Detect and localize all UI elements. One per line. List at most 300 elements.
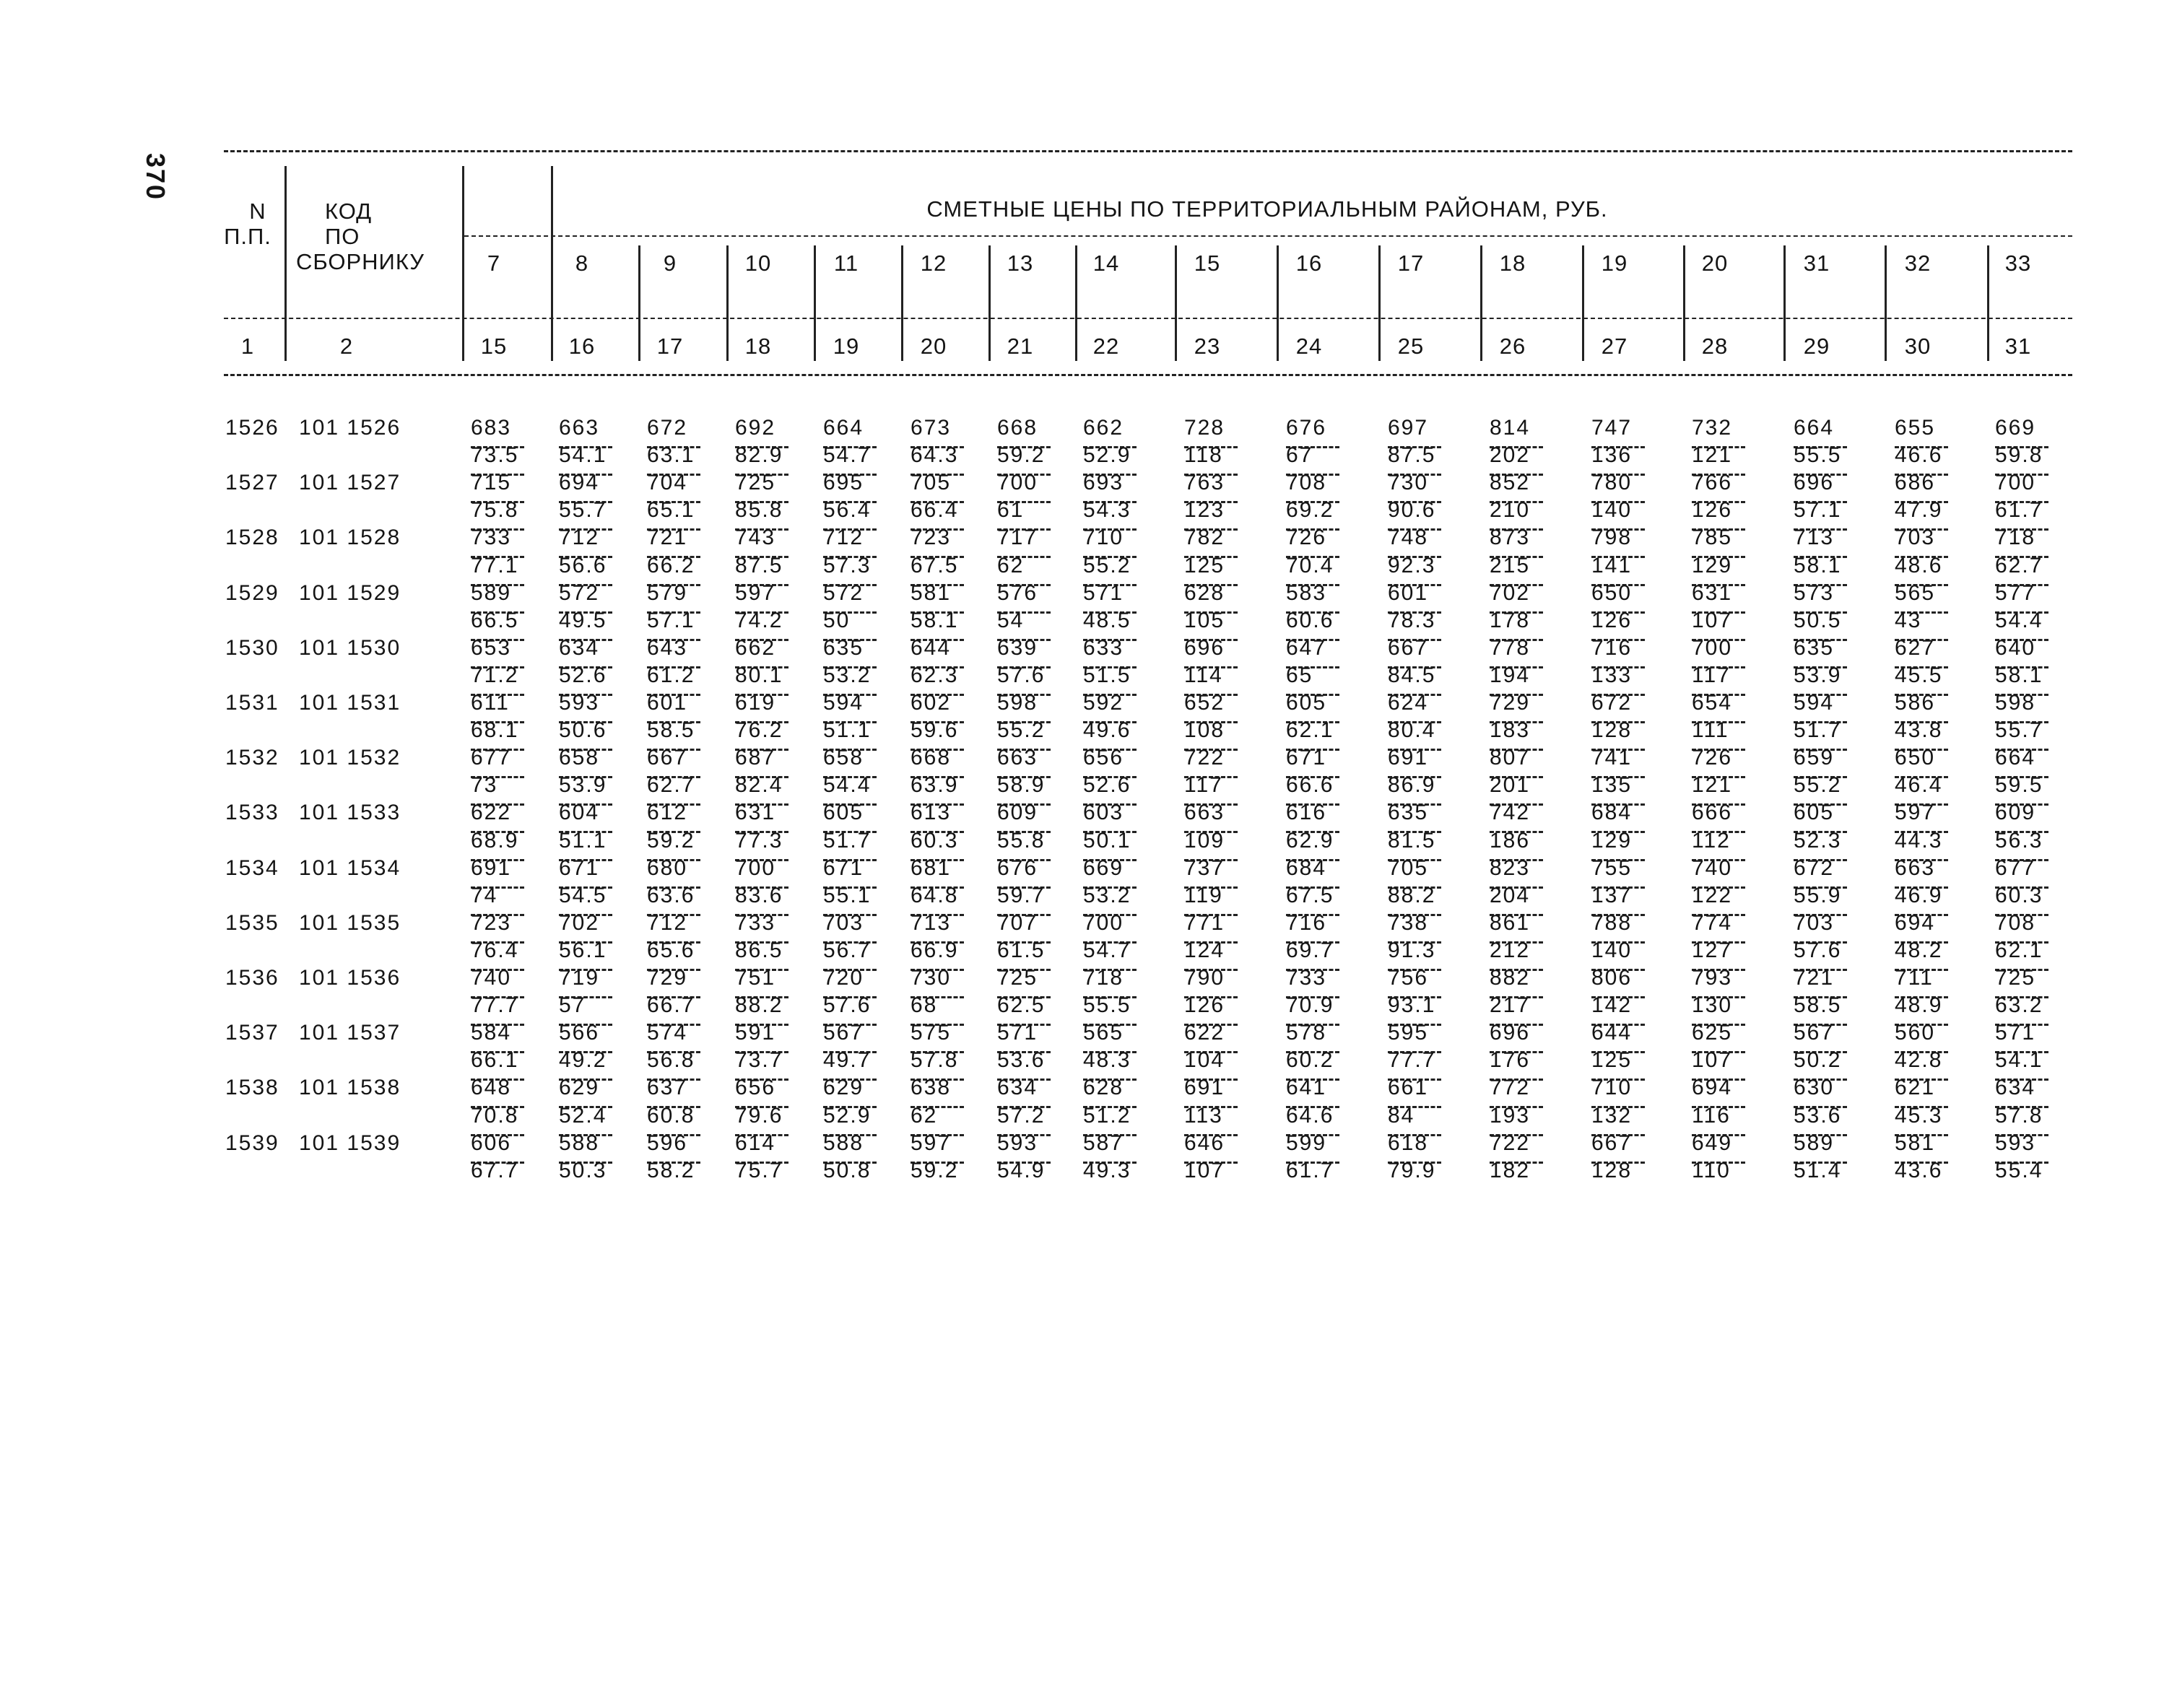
price-value: 694	[559, 471, 600, 494]
price-value: 700	[997, 471, 1038, 494]
price-value: 58.1	[1995, 663, 2043, 687]
price-value: 637	[647, 1076, 688, 1099]
price-value: 732	[1692, 416, 1733, 440]
price-value: 653	[471, 636, 512, 660]
price-value: 603	[1083, 801, 1124, 824]
price-value: 684	[1591, 801, 1633, 824]
price-value: 57.6	[997, 663, 1046, 687]
price-value: 589	[471, 581, 512, 605]
price-value: 705	[911, 471, 952, 494]
price-value: 747	[1591, 416, 1633, 440]
price-value: 215	[1490, 554, 1531, 578]
price-value: 76.2	[735, 718, 783, 742]
row-code: 101 1537	[299, 1021, 401, 1045]
price-value: 672	[1794, 856, 1835, 880]
price-value: 122	[1692, 884, 1733, 907]
price-value: 641	[1286, 1076, 1327, 1099]
price-value: 740	[1692, 856, 1733, 880]
price-value: 73.7	[735, 1048, 783, 1072]
price-value: 56.7	[823, 938, 872, 962]
column-number: 16	[568, 334, 596, 359]
price-value: 59.2	[647, 829, 695, 853]
price-value: 70.4	[1286, 554, 1334, 578]
price-value: 118	[1184, 443, 1223, 467]
district-header: 18	[1499, 250, 1526, 276]
price-value: 60.6	[1286, 609, 1334, 632]
price-value: 45.3	[1895, 1104, 1943, 1128]
price-value: 92.3	[1388, 554, 1436, 578]
price-value: 142	[1591, 993, 1633, 1017]
price-value: 599	[1286, 1131, 1327, 1155]
price-value: 91.3	[1388, 938, 1436, 962]
price-value: 47.9	[1895, 498, 1943, 522]
price-value: 700	[1995, 471, 2036, 494]
row-number: 1539	[225, 1131, 279, 1155]
price-value: 613	[911, 801, 952, 824]
price-value: 64.8	[911, 884, 959, 907]
price-value: 135	[1591, 773, 1633, 797]
price-value: 71.2	[471, 663, 519, 687]
price-value: 126	[1184, 993, 1225, 1017]
subheader-rule	[224, 318, 2072, 319]
column-separator	[638, 245, 640, 361]
district-header: 33	[2004, 250, 2032, 276]
column-number: 19	[833, 334, 860, 359]
price-value: 109	[1184, 829, 1225, 853]
price-value: 53.6	[997, 1048, 1046, 1072]
row-code: 101 1533	[299, 801, 401, 824]
price-value: 53.9	[1794, 663, 1842, 687]
price-value: 54.4	[1995, 609, 2043, 632]
price-value: 618	[1388, 1131, 1429, 1155]
price-value: 121	[1692, 443, 1733, 467]
price-value: 193	[1490, 1104, 1531, 1128]
price-value: 684	[1286, 856, 1327, 880]
price-value: 686	[1895, 471, 1936, 494]
price-value: 622	[1184, 1021, 1225, 1045]
price-value: 62.5	[997, 993, 1046, 1017]
price-value: 63.6	[647, 884, 695, 907]
price-value: 726	[1692, 746, 1733, 770]
price-value: 88.2	[1388, 884, 1436, 907]
column-separator	[814, 245, 816, 361]
row-code: 101 1532	[299, 746, 401, 770]
price-value: 58.1	[911, 609, 959, 632]
price-value: 702	[559, 911, 600, 935]
price-value: 575	[911, 1021, 952, 1045]
price-value: 126	[1591, 609, 1633, 632]
price-value: 58.5	[1794, 993, 1842, 1017]
price-value: 591	[735, 1021, 776, 1045]
price-value: 597	[1895, 801, 1936, 824]
column-separator	[284, 166, 287, 361]
price-value: 58.5	[647, 718, 695, 742]
column-separator	[1277, 245, 1279, 361]
price-value: 627	[1895, 636, 1936, 660]
price-value: 54.5	[559, 884, 607, 907]
price-value: 704	[647, 471, 688, 494]
price-value: 643	[647, 636, 688, 660]
price-value: 707	[997, 911, 1038, 935]
price-value: 67.5	[911, 554, 959, 578]
price-value: 605	[823, 801, 864, 824]
price-value: 45.5	[1895, 663, 1943, 687]
price-value: 596	[647, 1131, 688, 1155]
price-value: 63.1	[647, 443, 695, 467]
price-value: 625	[1692, 1021, 1733, 1045]
price-value: 54.1	[559, 443, 607, 467]
price-value: 62.1	[1995, 938, 2043, 962]
price-value: 594	[823, 691, 864, 715]
price-value: 882	[1490, 966, 1531, 990]
top-rule	[224, 150, 2072, 152]
price-value: 77.1	[471, 554, 519, 578]
row-code: 101 1539	[299, 1131, 401, 1155]
price-value: 50.3	[559, 1159, 607, 1182]
price-value: 107	[1692, 609, 1733, 632]
table-title: СМЕТНЫЕ ЦЕНЫ ПО ТЕРРИТОРИАЛЬНЫМ РАЙОНАМ, РУБ.	[926, 196, 1608, 222]
price-value: 661	[1388, 1076, 1429, 1099]
price-value: 63.2	[1995, 993, 2043, 1017]
price-value: 57.2	[997, 1104, 1046, 1128]
price-value: 676	[997, 856, 1038, 880]
price-value: 62.9	[1286, 829, 1334, 853]
price-value: 136	[1591, 443, 1633, 467]
price-value: 178	[1490, 609, 1531, 632]
price-value: 108	[1184, 718, 1225, 742]
column-separator	[1582, 245, 1584, 361]
price-value: 668	[997, 416, 1038, 440]
row-code: 101 1528	[299, 526, 401, 549]
price-value: 126	[1692, 498, 1733, 522]
price-value: 733	[471, 526, 512, 549]
price-value: 204	[1490, 884, 1531, 907]
price-value: 61.2	[647, 663, 695, 687]
price-value: 56.3	[1995, 829, 2043, 853]
price-value: 68.1	[471, 718, 519, 742]
price-value: 722	[1490, 1131, 1531, 1155]
row-code: 101 1536	[299, 966, 401, 990]
price-value: 194	[1490, 663, 1531, 687]
price-value: 48.5	[1083, 609, 1131, 632]
price-value: 55.9	[1794, 884, 1842, 907]
price-value: 66.9	[911, 938, 959, 962]
price-value: 90.6	[1388, 498, 1436, 522]
price-value: 82.4	[735, 773, 783, 797]
price-value: 729	[1490, 691, 1531, 715]
price-value: 666	[1692, 801, 1733, 824]
price-value: 132	[1591, 1104, 1633, 1128]
price-value: 629	[823, 1076, 864, 1099]
price-value: 51.7	[823, 829, 872, 853]
column-number: 28	[1701, 334, 1729, 359]
price-value: 692	[735, 416, 776, 440]
price-value: 612	[647, 801, 688, 824]
price-value: 51.4	[1794, 1159, 1842, 1182]
price-value: 788	[1591, 911, 1633, 935]
price-value: 774	[1692, 911, 1733, 935]
price-value: 671	[559, 856, 600, 880]
price-value: 587	[1083, 1131, 1124, 1155]
price-value: 117	[1692, 663, 1731, 687]
price-value: 700	[1083, 911, 1124, 935]
price-value: 710	[1591, 1076, 1633, 1099]
price-value: 725	[1995, 966, 2036, 990]
price-value: 718	[1083, 966, 1124, 990]
district-header: 14	[1092, 250, 1120, 276]
column-number: 21	[1007, 334, 1034, 359]
price-value: 567	[1794, 1021, 1835, 1045]
price-value: 57.1	[647, 609, 695, 632]
price-value: 662	[735, 636, 776, 660]
column-number: 26	[1499, 334, 1526, 359]
district-header: 16	[1295, 250, 1323, 276]
price-value: 778	[1490, 636, 1531, 660]
price-value: 567	[823, 1021, 864, 1045]
price-value: 57.8	[1995, 1104, 2043, 1128]
price-value: 654	[1692, 691, 1733, 715]
price-value: 578	[1286, 1021, 1327, 1045]
price-value: 710	[1083, 526, 1124, 549]
price-value: 581	[911, 581, 952, 605]
row-number: 1528	[225, 526, 279, 549]
price-value: 55.7	[559, 498, 607, 522]
column-number: 30	[1904, 334, 1932, 359]
price-value: 614	[735, 1131, 776, 1155]
price-value: 56.1	[559, 938, 607, 962]
price-value: 58.9	[997, 773, 1046, 797]
price-value: 137	[1591, 884, 1633, 907]
price-value: 62.3	[911, 663, 959, 687]
price-value: 50.5	[1794, 609, 1842, 632]
price-value: 105	[1184, 609, 1225, 632]
price-value: 673	[911, 416, 952, 440]
price-value: 51.5	[1083, 663, 1131, 687]
price-value: 140	[1591, 938, 1633, 962]
price-value: 655	[1895, 416, 1936, 440]
price-value: 649	[1692, 1131, 1733, 1155]
price-value: 50	[823, 609, 851, 632]
price-value: 650	[1895, 746, 1936, 770]
row-number: 1527	[225, 471, 279, 494]
price-value: 571	[1083, 581, 1124, 605]
price-value: 697	[1388, 416, 1429, 440]
price-value: 84.5	[1388, 663, 1436, 687]
price-value: 560	[1895, 1021, 1936, 1045]
price-value: 730	[911, 966, 952, 990]
row-code: 101 1538	[299, 1076, 401, 1099]
price-value: 609	[1995, 801, 2036, 824]
price-value: 176	[1490, 1048, 1531, 1072]
price-value: 708	[1995, 911, 2036, 935]
price-value: 52.6	[1083, 773, 1131, 797]
price-value: 68	[911, 993, 938, 1017]
price-value: 80.4	[1388, 718, 1436, 742]
row-number: 1532	[225, 746, 279, 770]
price-value: 785	[1692, 526, 1733, 549]
price-value: 602	[911, 691, 952, 715]
header-bottom-rule	[224, 374, 2072, 376]
price-value: 663	[997, 746, 1038, 770]
price-value: 646	[1184, 1131, 1225, 1155]
column-separator	[988, 245, 991, 361]
price-value: 57.8	[911, 1048, 959, 1072]
price-value: 55.5	[1083, 993, 1131, 1017]
price-value: 635	[1794, 636, 1835, 660]
price-value: 644	[911, 636, 952, 660]
price-value: 807	[1490, 746, 1531, 770]
price-value: 58.1	[1794, 554, 1842, 578]
price-value: 721	[647, 526, 688, 549]
price-value: 76.4	[471, 938, 519, 962]
price-value: 49.5	[559, 609, 607, 632]
price-value: 46.9	[1895, 884, 1943, 907]
price-value: 715	[471, 471, 512, 494]
district-header: 32	[1904, 250, 1932, 276]
price-value: 581	[1895, 1131, 1936, 1155]
price-value: 55.2	[997, 718, 1046, 742]
price-value: 662	[1083, 416, 1124, 440]
price-value: 55.1	[823, 884, 872, 907]
price-value: 592	[1083, 691, 1124, 715]
price-value: 107	[1692, 1048, 1733, 1072]
price-value: 780	[1591, 471, 1633, 494]
price-value: 212	[1490, 938, 1531, 962]
column-separator	[726, 245, 729, 361]
price-value: 593	[559, 691, 600, 715]
price-value: 728	[1184, 416, 1225, 440]
price-value: 48.2	[1895, 938, 1943, 962]
price-value: 125	[1184, 554, 1225, 578]
price-value: 624	[1388, 691, 1429, 715]
price-value: 123	[1184, 498, 1225, 522]
price-value: 572	[559, 581, 600, 605]
price-value: 52.4	[559, 1104, 607, 1128]
price-value: 56.8	[647, 1048, 695, 1072]
row-number: 1530	[225, 636, 279, 660]
price-value: 121	[1692, 773, 1733, 797]
row-number: 1537	[225, 1021, 279, 1045]
price-value: 70.8	[471, 1104, 519, 1128]
district-header: 20	[1701, 250, 1729, 276]
price-value: 565	[1083, 1021, 1124, 1045]
price-value: 140	[1591, 498, 1633, 522]
price-value: 601	[647, 691, 688, 715]
price-value: 57.3	[823, 554, 872, 578]
price-value: 65.6	[647, 938, 695, 962]
price-value: 50.2	[1794, 1048, 1842, 1072]
price-value: 51.7	[1794, 718, 1842, 742]
header-code-line3: СБОРНИКУ	[296, 249, 425, 274]
row-code: 101 1535	[299, 911, 401, 935]
price-value: 49.7	[823, 1048, 872, 1072]
price-value: 66.5	[471, 609, 519, 632]
price-value: 202	[1490, 443, 1531, 467]
price-value: 81.5	[1388, 829, 1436, 853]
price-value: 75.7	[735, 1159, 783, 1182]
price-value: 112	[1692, 829, 1731, 853]
column-number: 1	[240, 334, 255, 359]
price-value: 201	[1490, 773, 1531, 797]
price-value: 55.4	[1995, 1159, 2043, 1182]
row-number: 1529	[225, 581, 279, 605]
price-value: 58.2	[647, 1159, 695, 1182]
price-value: 740	[471, 966, 512, 990]
price-value: 664	[1794, 416, 1835, 440]
price-value: 565	[1895, 581, 1936, 605]
price-value: 748	[1388, 526, 1429, 549]
price-value: 733	[735, 911, 776, 935]
price-value: 743	[735, 526, 776, 549]
price-value: 771	[1184, 911, 1225, 935]
row-code: 101 1534	[299, 856, 401, 880]
price-value: 111	[1692, 718, 1729, 742]
column-separator	[1480, 245, 1482, 361]
row-number: 1536	[225, 966, 279, 990]
price-value: 54.4	[823, 773, 872, 797]
price-value: 722	[1184, 746, 1225, 770]
price-value: 129	[1591, 829, 1633, 853]
price-value: 51.1	[823, 718, 872, 742]
price-value: 584	[471, 1021, 512, 1045]
column-separator	[1885, 245, 1887, 361]
price-value: 755	[1591, 856, 1633, 880]
header-number-abbr: П.П.	[224, 224, 271, 249]
price-value: 823	[1490, 856, 1531, 880]
price-value: 598	[1995, 691, 2036, 715]
price-value: 63.9	[911, 773, 959, 797]
price-value: 86.9	[1388, 773, 1436, 797]
price-value: 116	[1692, 1104, 1731, 1128]
price-value: 54.7	[1083, 938, 1131, 962]
page-number: 370	[141, 152, 170, 201]
price-value: 628	[1083, 1076, 1124, 1099]
price-value: 79.9	[1388, 1159, 1436, 1182]
column-number: 24	[1295, 334, 1323, 359]
column-number: 18	[744, 334, 772, 359]
price-value: 117	[1184, 773, 1223, 797]
price-value: 46.6	[1895, 443, 1943, 467]
price-value: 751	[735, 966, 776, 990]
price-value: 129	[1692, 554, 1733, 578]
price-value: 721	[1794, 966, 1835, 990]
price-value: 128	[1591, 1159, 1633, 1182]
price-value: 66.1	[471, 1048, 519, 1072]
district-header: 15	[1194, 250, 1221, 276]
column-separator	[1075, 245, 1077, 361]
price-value: 59.7	[997, 884, 1046, 907]
price-value: 59.8	[1995, 443, 2043, 467]
price-value: 61.7	[1995, 498, 2043, 522]
title-rule	[464, 235, 2072, 237]
price-value: 186	[1490, 829, 1531, 853]
price-value: 650	[1591, 581, 1633, 605]
row-number: 1535	[225, 911, 279, 935]
price-value: 119	[1184, 884, 1223, 907]
price-value: 77.3	[735, 829, 783, 853]
price-value: 66.6	[1286, 773, 1334, 797]
price-value: 703	[1794, 911, 1835, 935]
price-value: 738	[1388, 911, 1429, 935]
price-value: 663	[1184, 801, 1225, 824]
column-number: 2	[339, 334, 354, 359]
price-value: 656	[1083, 746, 1124, 770]
price-value: 729	[647, 966, 688, 990]
column-number: 22	[1092, 334, 1120, 359]
price-value: 127	[1692, 938, 1733, 962]
column-number: 20	[920, 334, 947, 359]
price-value: 702	[1490, 581, 1531, 605]
